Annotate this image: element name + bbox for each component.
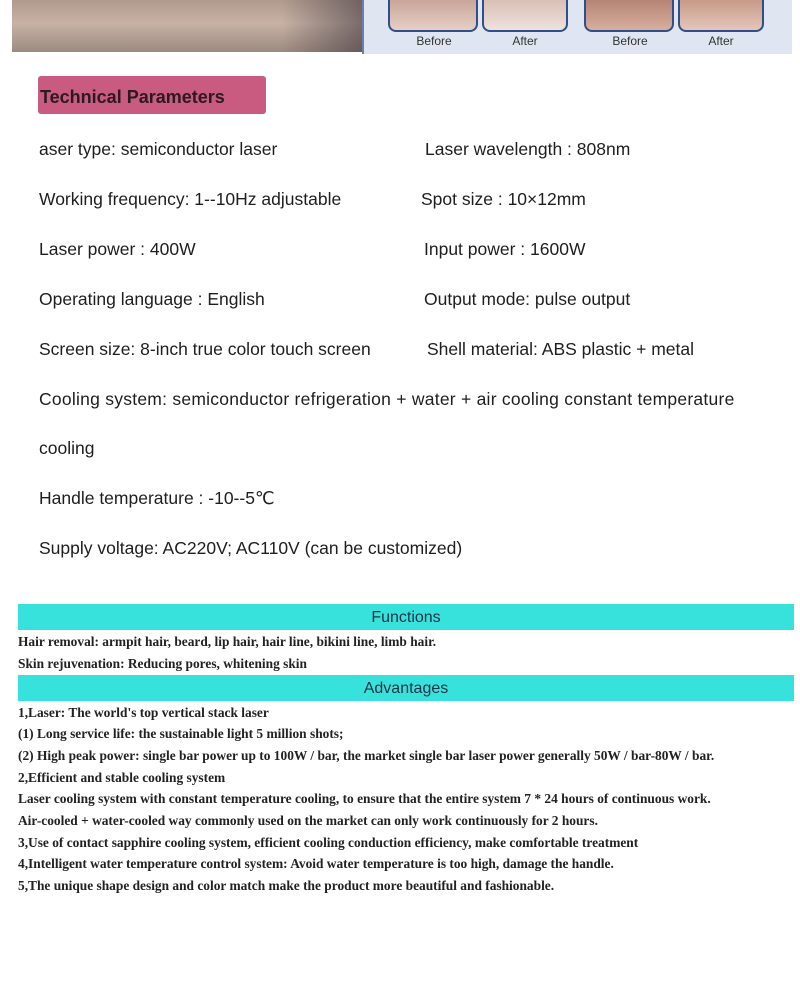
advantage-line: 5,The unique shape design and color match make the product more beautiful and fashionable.	[18, 878, 555, 893]
before-photo-1	[388, 0, 478, 32]
param-laser-power: Laser power : 400W	[39, 239, 196, 259]
functions-heading: Functions	[18, 604, 794, 630]
param-operating-language: Operating language : English	[39, 289, 265, 309]
param-supply-voltage: Supply voltage: AC220V; AC110V (can be customized)	[39, 538, 463, 558]
advantage-line: Laser cooling system with constant temperature cooling, to ensure that the entire system 7 * 24 hours of continuous work.	[18, 791, 711, 806]
param-spot-size: Spot size : 10×12mm	[421, 189, 586, 209]
before-caption-1: Before	[416, 34, 452, 48]
after-caption-1: After	[512, 34, 538, 48]
advantage-line: (2) High peak power: single bar power up to 100W / bar, the market single bar laser power generally 50W / bar-80W / bar.	[18, 748, 715, 763]
advantages-heading: Advantages	[18, 675, 794, 701]
advantage-line: 1,Laser: The world's top vertical stack laser	[18, 705, 269, 720]
function-line: Skin rejuvenation: Reducing pores, whitening skin	[18, 656, 307, 671]
param-screen-size: Screen size: 8-inch true color touch screen	[39, 339, 371, 359]
param-cooling-system-cont: cooling	[39, 438, 95, 458]
advantage-line: 2,Efficient and stable cooling system	[18, 770, 226, 785]
before-caption-2: Before	[612, 34, 648, 48]
technical-parameters-title: Technical Parameters	[40, 87, 225, 107]
function-line: Hair removal: armpit hair, beard, lip hair, hair line, bikini line, limb hair.	[18, 634, 437, 649]
advantage-line: 4,Intelligent water temperature control system: Avoid water temperature is too high, damage the handle.	[18, 856, 614, 871]
advantage-line: 3,Use of contact sapphire cooling system, efficient cooling conduction efficiency, make comfortable treatment	[18, 835, 639, 850]
hero-image-strip	[0, 0, 800, 54]
param-laser-wavelength: Laser wavelength : 808nm	[425, 139, 631, 159]
advantage-line: (1) Long service life: the sustainable light 5 million shots;	[18, 726, 344, 741]
param-working-frequency: Working frequency: 1--10Hz adjustable	[39, 189, 342, 209]
param-shell-material: Shell material: ABS plastic + metal	[427, 339, 694, 359]
param-laser-type: aser type: semiconductor laser	[39, 139, 278, 159]
param-cooling-system: Cooling system: semiconductor refrigeration + water + air cooling constant temperature	[39, 389, 735, 409]
before-photo-2	[584, 0, 674, 32]
after-caption-2: After	[708, 34, 734, 48]
after-photo-2	[678, 0, 764, 32]
technical-parameters-heading	[38, 76, 266, 114]
param-input-power: Input power : 1600W	[424, 239, 586, 259]
model-photo-shadow	[282, 0, 362, 52]
advantage-line: Air-cooled + water-cooled way commonly used on the market can only work continuously for 2 hours.	[18, 813, 598, 828]
param-handle-temperature: Handle temperature : -10--5℃	[39, 488, 275, 508]
after-photo-1	[482, 0, 568, 32]
param-output-mode: Output mode: pulse output	[424, 289, 631, 309]
